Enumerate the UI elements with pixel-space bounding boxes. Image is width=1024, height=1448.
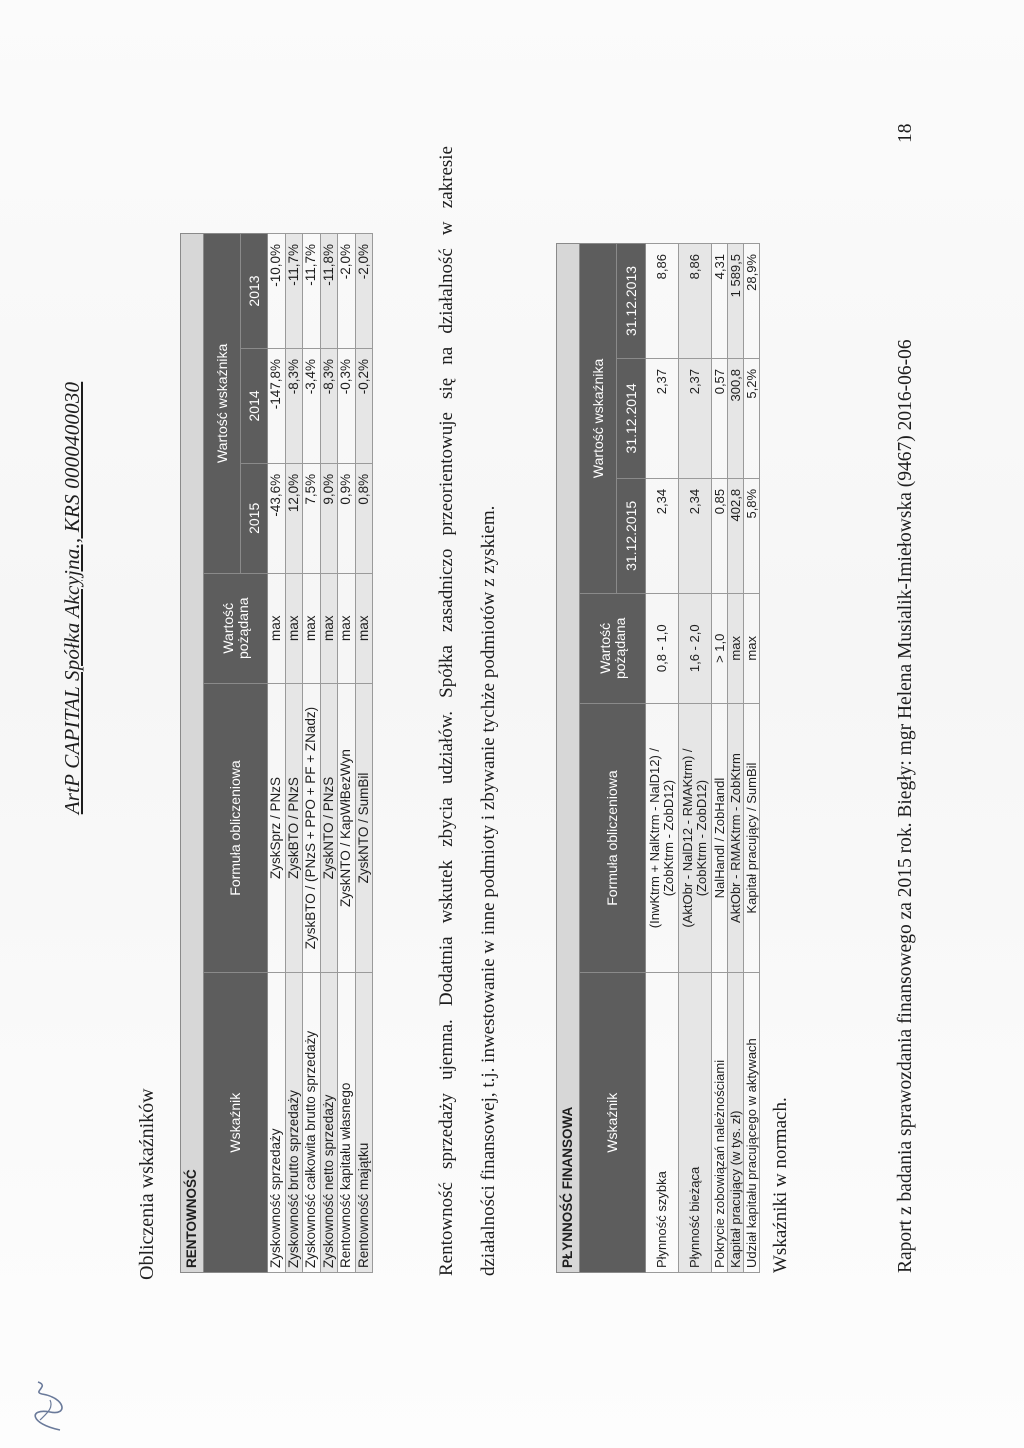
cell-value-2015: 0,9%: [338, 463, 356, 573]
formula-line-2: (ZobKtrm - ZobD12): [694, 779, 709, 897]
cell-name: Rentowność kapitału własnego: [338, 973, 356, 1273]
cell-formula: Kapitał pracujący / SumBil: [744, 703, 760, 973]
cell-value-2015: 0,85: [712, 478, 728, 593]
cell-value-2013: -2,0%: [338, 234, 356, 349]
cell-name: Zyskowność brutto sprzedaży: [285, 973, 303, 1273]
cell-value-2013: -11,7%: [285, 234, 303, 349]
header-target: Wartość pożądana: [204, 573, 268, 683]
cell-value-2014: -8,3%: [285, 348, 303, 463]
cell-value-2015: 2,34: [679, 478, 712, 593]
cell-value-2014: -0,2%: [355, 348, 373, 463]
cell-name: Zyskowność sprzedaży: [268, 973, 286, 1273]
cell-name: Rentowność majątku: [355, 973, 373, 1273]
document-header: ArtP CAPITAL Spółka Akcyjna., KRS 0000400030: [60, 381, 84, 815]
liquidity-title: PŁYNNOŚĆ FINANSOWA: [557, 244, 580, 1273]
header-year-2015: 2015: [241, 463, 268, 573]
cell-name: Zyskowność całkowita brutto sprzedaży: [303, 973, 321, 1273]
cell-value-2013: 28,9%: [744, 244, 760, 359]
header-year-2014: 2014: [241, 348, 268, 463]
cell-formula: ZyskNTO / PNzS: [320, 683, 338, 973]
cell-formula: ZyskBTO / PNzS: [285, 683, 303, 973]
cell-name: Płynność bieżąca: [679, 973, 712, 1273]
table-row: [679, 244, 712, 1273]
profitability-title: RENTOWNOŚĆ: [181, 234, 204, 1273]
cell-name: Płynność szybka: [646, 973, 679, 1273]
cell-value-2015: 2,34: [646, 478, 679, 593]
header-values: Wartość wskaźnika: [204, 234, 241, 574]
cell-value-2013: 8,86: [679, 244, 712, 359]
cell-value-2014: 2,37: [646, 358, 679, 478]
cell-value-2013: 4,31: [712, 244, 728, 359]
cell-value-2014: -3,4%: [303, 348, 321, 463]
cell-value-2014: 2,37: [679, 358, 712, 478]
cell-value-2014: -0,3%: [338, 348, 356, 463]
formula-line-2: (ZobKtrm - ZobD12): [661, 779, 676, 897]
liquidity-comment: Wskaźniki w normach.: [770, 1097, 791, 1273]
cell-value-2013: -11,7%: [303, 234, 321, 349]
table-row: [744, 244, 760, 1273]
cell-formula: AktObr - RMAKtrm - ZobKtrm: [728, 703, 744, 973]
cell-formula: ZyskSprz / PNzS: [268, 683, 286, 973]
cell-formula: ZyskBTO / (PNzS + PPO + PF + ZNadz): [303, 683, 321, 973]
cell-target: max: [320, 573, 338, 683]
table-row: [285, 234, 303, 1273]
cell-target: max: [355, 573, 373, 683]
table-row: [338, 234, 356, 1273]
header-wskaznik: Wskaźnik: [204, 973, 268, 1273]
cell-value-2015: 5,8%: [744, 478, 760, 593]
cell-target: max: [303, 573, 321, 683]
cell-value-2013: -10,0%: [268, 234, 286, 349]
comment-line-1: Rentowność sprzedaży ujemna. Dodatnia wskutek zbycia udziałów. Spółka zasadniczo przeorientowuje się na działalność w zakresie: [436, 146, 457, 1276]
table-row: [712, 244, 728, 1273]
header-formula: Formuła obliczeniowa: [204, 683, 268, 973]
cell-value-2014: 300,8: [728, 358, 744, 478]
cell-name: Pokrycie zobowiązań należnościami: [712, 973, 728, 1273]
cell-value-2013: 8,86: [646, 244, 679, 359]
cell-target: max: [728, 593, 744, 703]
cell-formula: ZyskNTO / KapWłBezWyn: [338, 683, 356, 973]
cell-value-2015: -43,6%: [268, 463, 286, 573]
cell-name: Udział kapitału pracującego w aktywach: [744, 973, 760, 1273]
cell-formula: [646, 703, 679, 973]
cell-target: max: [744, 593, 760, 703]
cell-value-2015: 9,0%: [320, 463, 338, 573]
cell-value-2015: 402,8: [728, 478, 744, 593]
cell-target: max: [268, 573, 286, 683]
page-number: 18: [895, 123, 916, 143]
header-formula: Formuła obliczeniowa: [580, 703, 646, 973]
table-row: [303, 234, 321, 1273]
cell-target: max: [285, 573, 303, 683]
formula-line-1: (AktObr - NalD12 - RMAKtrm) /: [680, 748, 696, 928]
cell-target: > 1,0: [712, 593, 728, 703]
cell-name: Zyskowność netto sprzedaży: [320, 973, 338, 1273]
cell-value-2015: 0,8%: [355, 463, 373, 573]
liquidity-table: [556, 243, 760, 1273]
cell-formula: [679, 703, 712, 973]
table-row: [646, 244, 679, 1273]
header-target: Wartość pożądana: [580, 593, 646, 703]
cell-value-2014: 5,2%: [744, 358, 760, 478]
cell-value-2013: -11,8%: [320, 234, 338, 349]
cell-name: Kapitał pracujący (w tys. zł): [728, 973, 744, 1273]
cell-value-2014: -8,3%: [320, 348, 338, 463]
cell-value-2015: 12,0%: [285, 463, 303, 573]
comment-line-2: działalności finansowej, t.j. inwestowanie w inne podmioty i zbywanie tychże podmiotów z zyskiem.: [478, 505, 499, 1276]
cell-value-2014: 0,57: [712, 358, 728, 478]
header-date-2015: 31.12.2015: [617, 478, 646, 593]
cell-value-2014: -147,8%: [268, 348, 286, 463]
signature-mark: [20, 1378, 75, 1438]
cell-target: max: [338, 573, 356, 683]
section-title: Obliczenia wskaźników: [136, 1088, 158, 1280]
cell-value-2015: 7,5%: [303, 463, 321, 573]
report-footer: Raport z badania sprawozdania finansowego za 2015 rok. Biegły: mgr Helena Musialik-Imiełowska (9467) 2016-06-06: [895, 339, 916, 1273]
header-wskaznik: Wskaźnik: [580, 973, 646, 1273]
profitability-table: [180, 233, 373, 1273]
profitability-comment: [436, 146, 500, 1276]
cell-formula: ZyskNTO / SumBil: [355, 683, 373, 973]
header-year-2013: 2013: [241, 234, 268, 349]
cell-value-2013: 1 589,5: [728, 244, 744, 359]
cell-target: 1,6 - 2,0: [679, 593, 712, 703]
table-row: [728, 244, 744, 1273]
header-date-2013: 31.12.2013: [617, 244, 646, 359]
formula-line-1: (InwKtrm + NalKtrm - NalD12) /: [647, 747, 663, 929]
header-values: Wartość wskaźnika: [580, 244, 617, 594]
cell-value-2013: -2,0%: [355, 234, 373, 349]
cell-target: 0,8 - 1,0: [646, 593, 679, 703]
cell-formula: NalHandl / ZobHandl: [712, 703, 728, 973]
table-row: [320, 234, 338, 1273]
table-row: [268, 234, 286, 1273]
table-row: [355, 234, 373, 1273]
header-date-2014: 31.12.2014: [617, 358, 646, 478]
